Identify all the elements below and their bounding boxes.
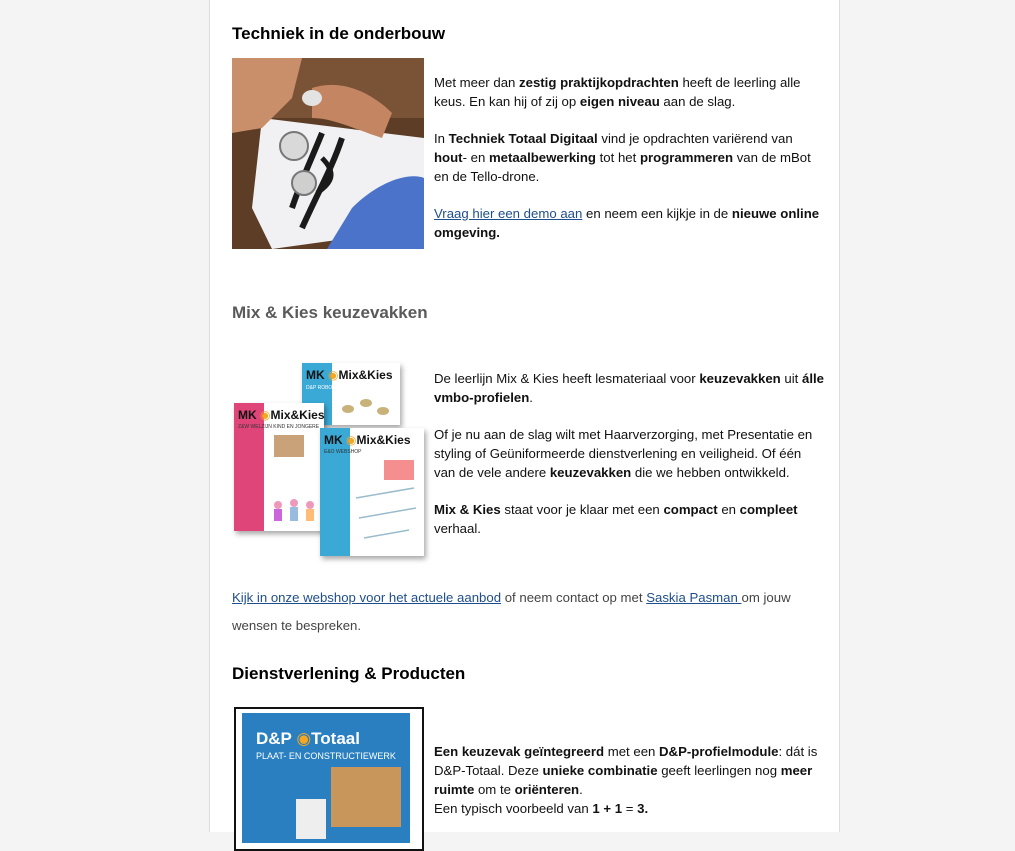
bold-text: keuzevakken	[549, 465, 632, 480]
book3-sub: E&O WEBSHOP	[324, 449, 362, 455]
photo-robot-hands	[232, 58, 424, 249]
book1-brand: MK	[306, 368, 325, 382]
text-run: : dát is D&P-Totaal. Deze	[434, 744, 818, 778]
s3p2-bold2: 3	[637, 801, 645, 816]
book1-series: Mix&Kies	[338, 368, 393, 382]
bold-text: hout	[434, 150, 463, 165]
section1-paragraph-1	[434, 73, 826, 111]
bold-text: compact	[663, 502, 718, 517]
text-run: met een	[604, 744, 660, 759]
bold-text: unieke combinatie	[542, 763, 658, 778]
webshop-link[interactable]: Kijk in onze webshop voor het actuele aanbod	[232, 590, 502, 605]
text-run: Met meer dan	[434, 75, 520, 90]
bold-text: Mix & Kies	[434, 502, 501, 517]
section3-paragraph-2	[434, 799, 826, 818]
section1-paragraph-2	[434, 129, 826, 186]
text-run: heeft de leerling alle keus. En kan hij of zij op	[434, 75, 801, 109]
section3-text	[434, 742, 826, 818]
section2-paragraph-1	[434, 369, 826, 407]
text-run: tot het	[595, 150, 640, 165]
book2-series: Mix&Kies	[270, 408, 325, 422]
s3p2-bold: 1 + 1	[592, 801, 623, 816]
bold-text: meer ruimte	[434, 763, 813, 797]
bold-text: compleet	[739, 502, 798, 517]
book1-sub: D&P ROBOTICA	[306, 385, 344, 391]
text-run: van de mBot en de Tello-drone.	[434, 150, 811, 184]
text-run: verhaal.	[434, 521, 481, 536]
section1-p3-end: .	[496, 225, 500, 240]
mix-kies-books-image	[232, 360, 428, 560]
section1-p3-text: en neem een kijkje in de	[582, 206, 732, 221]
text-run: die we hebben ontwikkeld.	[631, 465, 790, 480]
bold-text: Techniek Totaal Digitaal	[448, 131, 598, 146]
bold-text: álle vmbo-profielen	[434, 371, 824, 405]
section2-text	[434, 369, 826, 556]
book-dp-robotica: MK ◉Mix&Kies D&P ROBOTICA	[302, 363, 400, 425]
text-run: staat voor je klaar met een	[500, 502, 664, 517]
footer-mid-text: of neem contact op met	[501, 590, 647, 605]
text-run: - en	[462, 150, 489, 165]
demo-link[interactable]: Vraag hier een demo aan	[434, 206, 583, 221]
book3-brand: MK	[324, 433, 343, 447]
text-run: en	[717, 502, 740, 517]
contact-saskia-link[interactable]: Saskia Pasman	[646, 590, 742, 605]
text-run: vind je opdrachten variërend van	[597, 131, 793, 146]
text-run: De leerlijn Mix & Kies heeft lesmateriaal voor	[434, 371, 700, 386]
book3-series: Mix&Kies	[356, 433, 411, 447]
section-heading-techniek: Techniek in de onderbouw	[232, 24, 446, 43]
bold-text: metaalbewerking	[488, 150, 596, 165]
dp-totaal-book-image: D&P ◉Totaal PLAAT- EN CONSTRUCTIEWERK	[234, 707, 424, 851]
section1-p3-bold: nieuwe online omgeving	[434, 206, 820, 240]
bold-text: eigen niveau	[579, 94, 660, 109]
s3p2-mid: =	[622, 801, 638, 816]
bold-text: zestig praktijkopdrachten	[519, 75, 679, 90]
bold-text: oriënteren	[514, 782, 580, 797]
dp-book-sub: PLAAT- EN CONSTRUCTIEWERK	[256, 751, 396, 761]
section2-footer-text	[232, 584, 822, 640]
footer-end-text: om jouw wensen te bespreken.	[232, 590, 791, 633]
dp-book-title2: Totaal	[311, 729, 360, 748]
book-eo-webshop: MK ◉Mix&Kies E&O WEBSHOP	[320, 428, 424, 556]
section2-paragraph-3	[434, 500, 826, 538]
text-run: In	[434, 131, 449, 146]
section-heading-mix-kies: Mix & Kies keuzevakken	[232, 303, 428, 322]
newsletter-page	[209, 0, 840, 832]
section1-paragraph-3	[434, 204, 826, 242]
dp-book-title: D&P	[256, 729, 292, 748]
text-run: .	[529, 390, 533, 405]
section1-text	[434, 73, 826, 260]
bold-text: programmeren	[639, 150, 734, 165]
s3p2-start: Een typisch voorbeeld van	[434, 801, 593, 816]
book-zw-welzijn: MK ◉Mix&Kies Z&W WELZIJN KIND EN JONGERE	[234, 403, 324, 531]
book2-brand: MK	[238, 408, 257, 422]
bold-text: D&P-profielmodule	[659, 744, 779, 759]
text-run: .	[579, 782, 583, 797]
text-run: Of je nu aan de slag wilt met Haarverzorging, met Presentatie en styling of Geüniformeerde dienstverlening en veiligheid. Of één van de vele andere	[434, 427, 813, 480]
text-run: aan de slag.	[659, 94, 736, 109]
text-run: om te	[474, 782, 515, 797]
s3p2-end: .	[644, 801, 649, 816]
section-heading-dienstverlening: Dienstverlening & Producten	[232, 664, 466, 683]
bold-text: keuzevakken	[699, 371, 781, 386]
section3-paragraph-1	[434, 742, 826, 799]
text-run: uit	[780, 371, 802, 386]
bold-text: Een keuzevak geïntegreerd	[434, 744, 605, 759]
section2-paragraph-2	[434, 425, 826, 482]
text-run: geeft leerlingen nog	[657, 763, 781, 778]
book2-sub: Z&W WELZIJN KIND EN JONGERE	[238, 424, 320, 430]
